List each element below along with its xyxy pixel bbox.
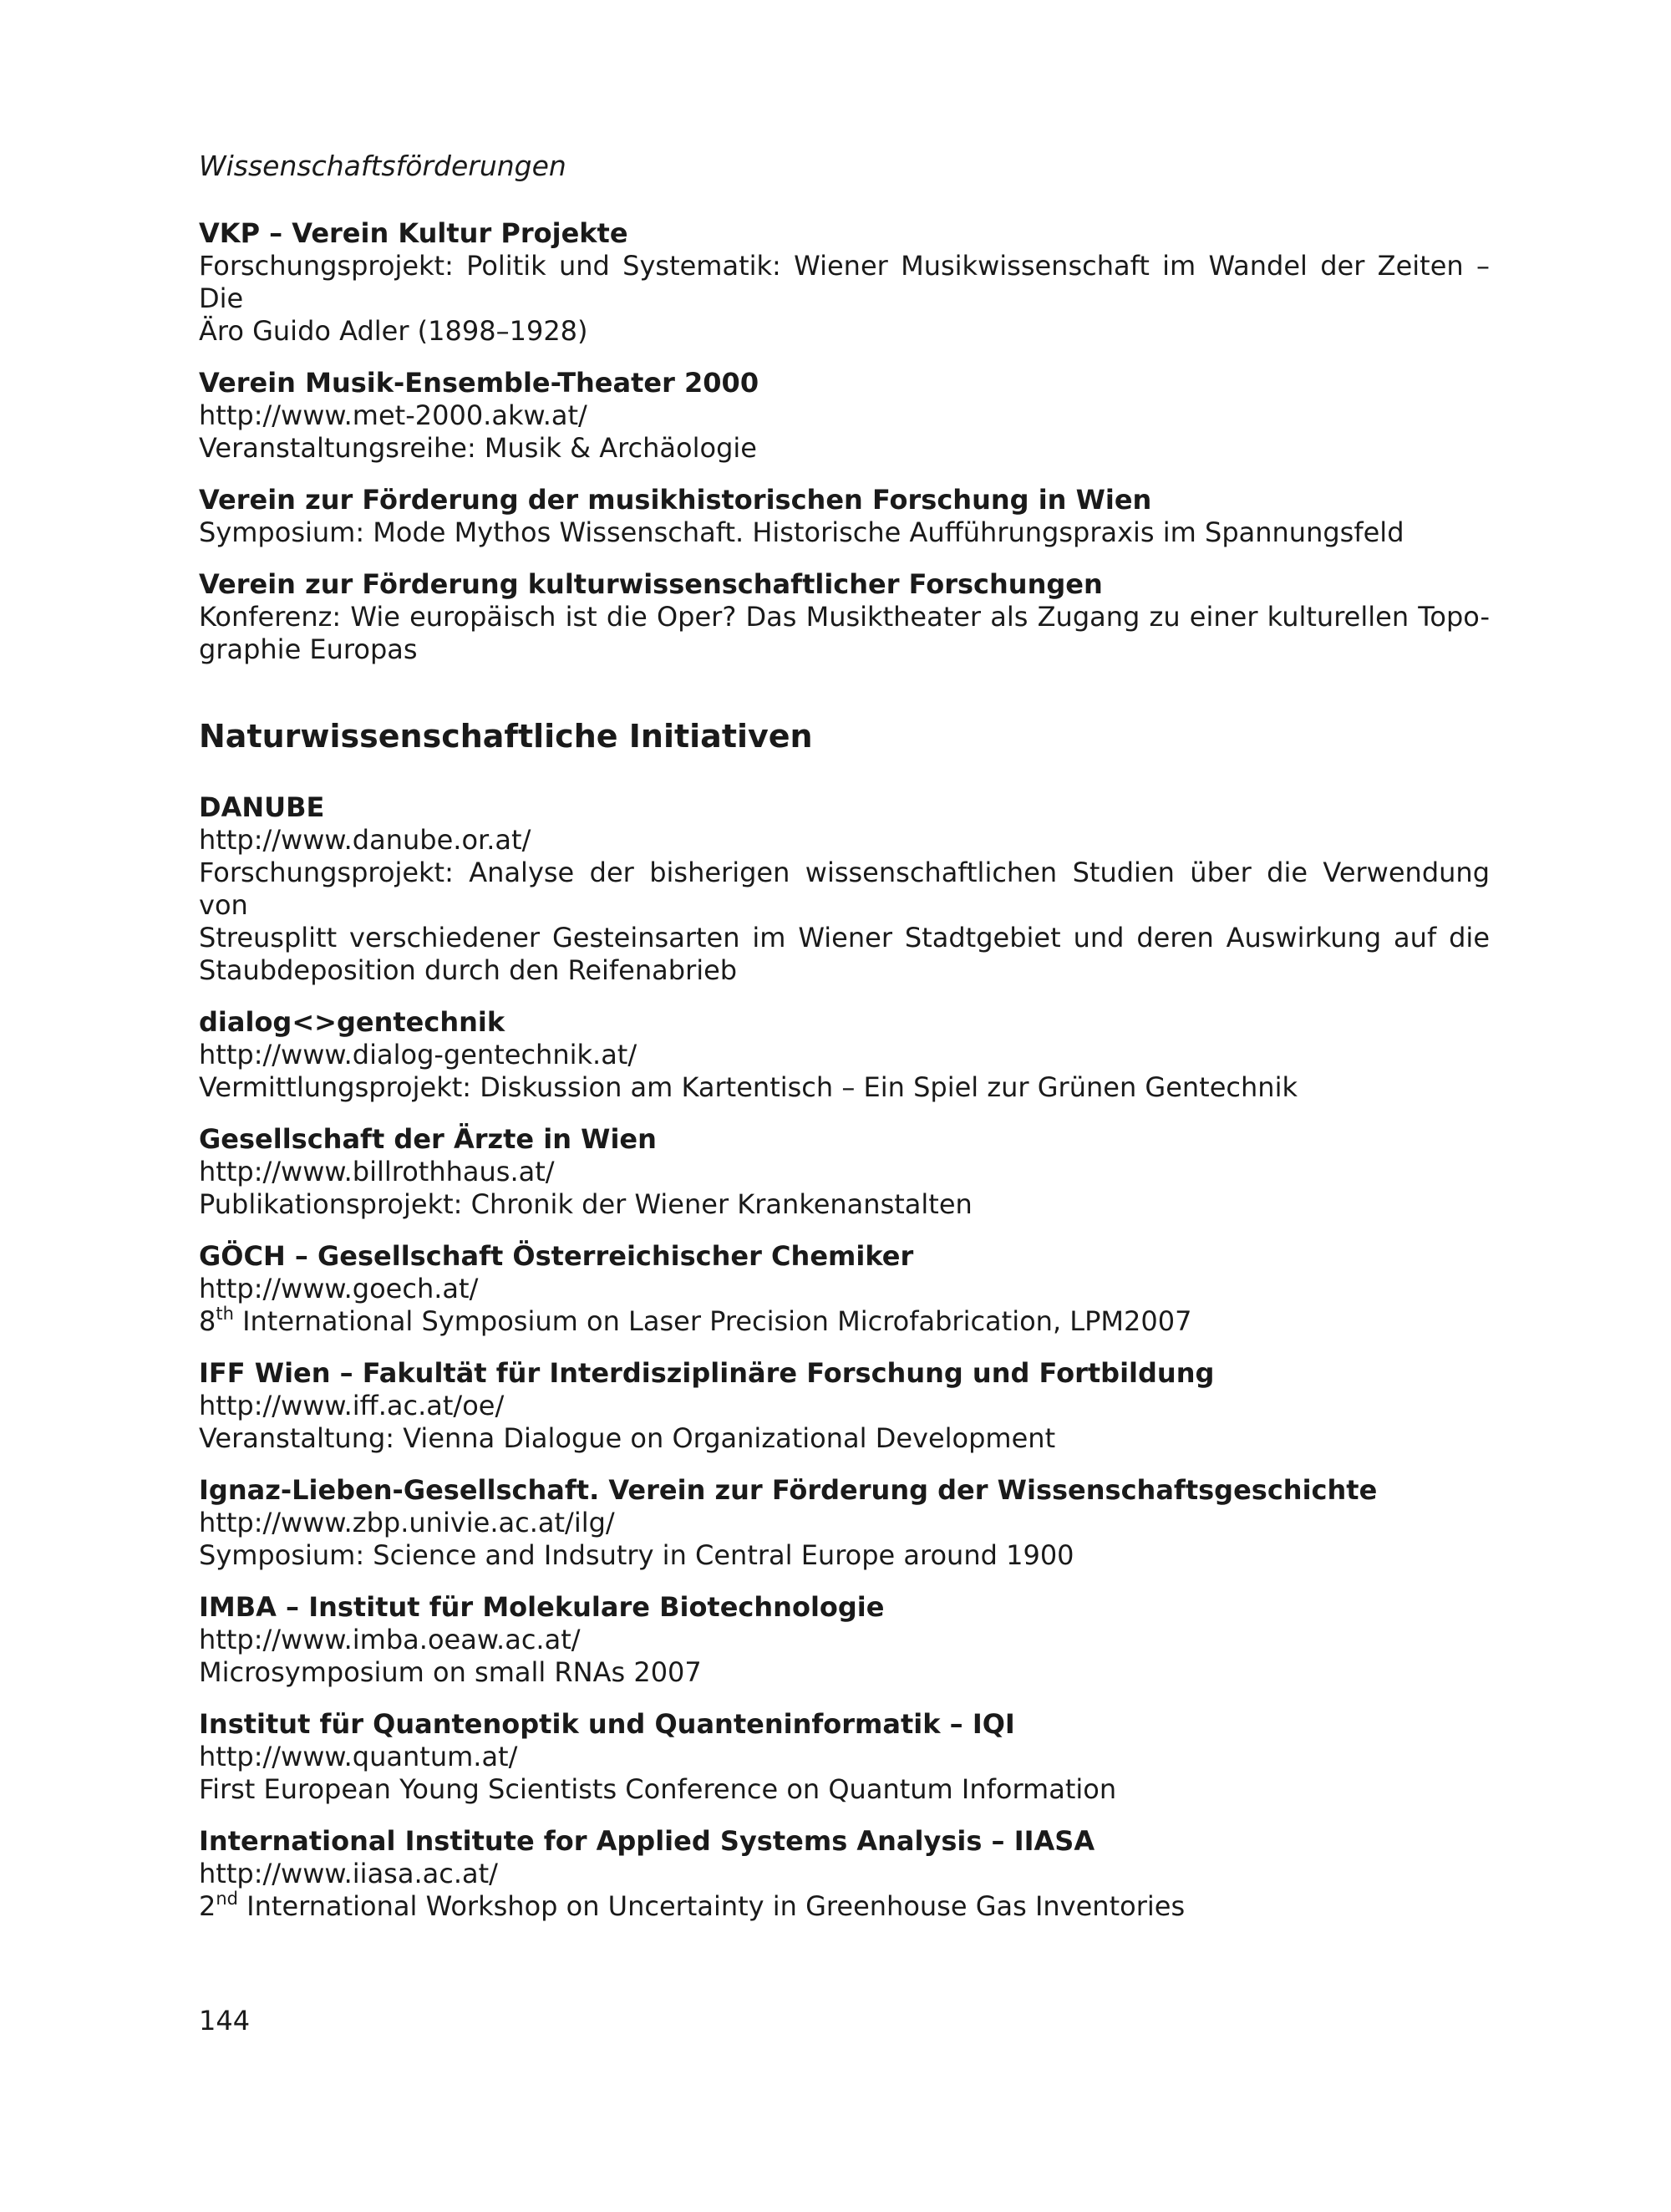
list-item bbox=[199, 568, 1490, 666]
entry-title: International Institute for Applied Systems Analysis – IIASA bbox=[199, 1825, 1095, 1857]
entry-title: DANUBE bbox=[199, 791, 325, 823]
entry-url[interactable]: http://www.met-2000.akw.at/ bbox=[199, 399, 587, 431]
ordinal-number: 2 bbox=[199, 1890, 216, 1922]
entry-description: Publikationsprojekt: Chronik der Wiener Krankenanstalten bbox=[199, 1188, 973, 1220]
description-text: International Symposium on Laser Precision Microfabrication, LPM2007 bbox=[233, 1305, 1192, 1337]
entry-description: Veranstaltungsreihe: Musik & Archäologie bbox=[199, 432, 757, 464]
entry-description: graphie Europas bbox=[199, 633, 418, 665]
list-item bbox=[199, 1240, 1490, 1338]
entry-description bbox=[199, 1890, 1490, 1923]
ordinal-number: 8 bbox=[199, 1305, 216, 1337]
list-item bbox=[199, 1591, 1490, 1689]
entry-description: Streusplitt verschiedener Gesteinsarten im Wiener Stadtgebiet und deren Auswirkung auf die bbox=[199, 922, 1490, 953]
list-item bbox=[199, 1357, 1490, 1455]
entry-url[interactable]: http://www.iiasa.ac.at/ bbox=[199, 1858, 498, 1889]
entry-title: dialog<>gentechnik bbox=[199, 1006, 505, 1038]
entry-description: Symposium: Mode Mythos Wissenschaft. Historische Aufführungspraxis im Spannungsfeld bbox=[199, 516, 1404, 548]
entry-title: Verein zur Förderung der musikhistorischen Forschung in Wien bbox=[199, 484, 1152, 516]
entry-title: Gesellschaft der Ärzte in Wien bbox=[199, 1123, 657, 1155]
entry-url[interactable]: http://www.billrothhaus.at/ bbox=[199, 1156, 555, 1187]
section-heading: Naturwissenschaftliche Initiativen bbox=[199, 718, 813, 755]
entry-description: Konferenz: Wie europäisch ist die Oper? Das Musiktheater als Zugang zu einer kulturellen Topo- bbox=[199, 601, 1490, 633]
entry-url[interactable]: http://www.imba.oeaw.ac.at/ bbox=[199, 1624, 581, 1655]
list-item bbox=[199, 1006, 1490, 1104]
entry-description bbox=[199, 1305, 1490, 1338]
entry-description: Microsymposium on small RNAs 2007 bbox=[199, 1656, 702, 1688]
list-item bbox=[199, 367, 1490, 465]
list-item bbox=[199, 1474, 1490, 1572]
page-number: 144 bbox=[199, 2005, 251, 2037]
entry-url[interactable]: http://www.zbp.univie.ac.at/ilg/ bbox=[199, 1507, 615, 1538]
entry-description: Staubdeposition durch den Reifenabrieb bbox=[199, 954, 738, 986]
entry-description: Forschungsprojekt: Analyse der bisherigen wissenschaftlichen Studien über die Verwendung von bbox=[199, 857, 1490, 921]
list-item bbox=[199, 1825, 1490, 1923]
entry-title: IMBA – Institut für Molekulare Biotechnologie bbox=[199, 1591, 885, 1623]
entry-title: Verein Musik-Ensemble-Theater 2000 bbox=[199, 367, 759, 399]
ordinal-suffix: th bbox=[216, 1304, 234, 1324]
ordinal-suffix: nd bbox=[216, 1889, 238, 1909]
list-item bbox=[199, 484, 1490, 549]
entry-title: Verein zur Förderung kulturwissenschaftlicher Forschungen bbox=[199, 568, 1103, 600]
entry-title: VKP – Verein Kultur Projekte bbox=[199, 217, 628, 249]
list-item bbox=[199, 1708, 1490, 1806]
entry-url[interactable]: http://www.iff.ac.at/oe/ bbox=[199, 1390, 505, 1421]
entry-url[interactable]: http://www.danube.or.at/ bbox=[199, 824, 531, 856]
entry-title: IFF Wien – Fakultät für Interdisziplinäre Forschung und Fortbildung bbox=[199, 1357, 1215, 1389]
page-body bbox=[199, 149, 1490, 1942]
running-head: Wissenschaftsförderungen bbox=[199, 150, 566, 182]
entry-description: Vermittlungsprojekt: Diskussion am Kartentisch – Ein Spiel zur Grünen Gentechnik bbox=[199, 1071, 1298, 1103]
entry-description: First European Young Scientists Conference on Quantum Information bbox=[199, 1773, 1117, 1805]
list-item bbox=[199, 791, 1490, 987]
entry-url[interactable]: http://www.quantum.at/ bbox=[199, 1741, 518, 1772]
entry-title: GÖCH – Gesellschaft Österreichischer Chemiker bbox=[199, 1240, 914, 1272]
description-text: International Workshop on Uncertainty in Greenhouse Gas Inventories bbox=[238, 1890, 1186, 1922]
entry-description: Veranstaltung: Vienna Dialogue on Organizational Development bbox=[199, 1422, 1056, 1454]
entry-description: Forschungsprojekt: Politik und Systematik: Wiener Musikwissenschaft im Wandel der Zeiten – Die bbox=[199, 250, 1490, 314]
list-item bbox=[199, 1123, 1490, 1221]
list-item bbox=[199, 217, 1490, 348]
entry-url[interactable]: http://www.dialog-gentechnik.at/ bbox=[199, 1039, 637, 1070]
entry-url[interactable]: http://www.goech.at/ bbox=[199, 1273, 479, 1304]
entry-description: Äro Guido Adler (1898–1928) bbox=[199, 315, 588, 347]
entry-description: Symposium: Science and Indsutry in Central Europe around 1900 bbox=[199, 1539, 1074, 1571]
entry-title: Institut für Quantenoptik und Quanteninformatik – IQI bbox=[199, 1708, 1015, 1740]
entry-title: Ignaz-Lieben-Gesellschaft. Verein zur Förderung der Wissenschaftsgeschichte bbox=[199, 1474, 1378, 1506]
